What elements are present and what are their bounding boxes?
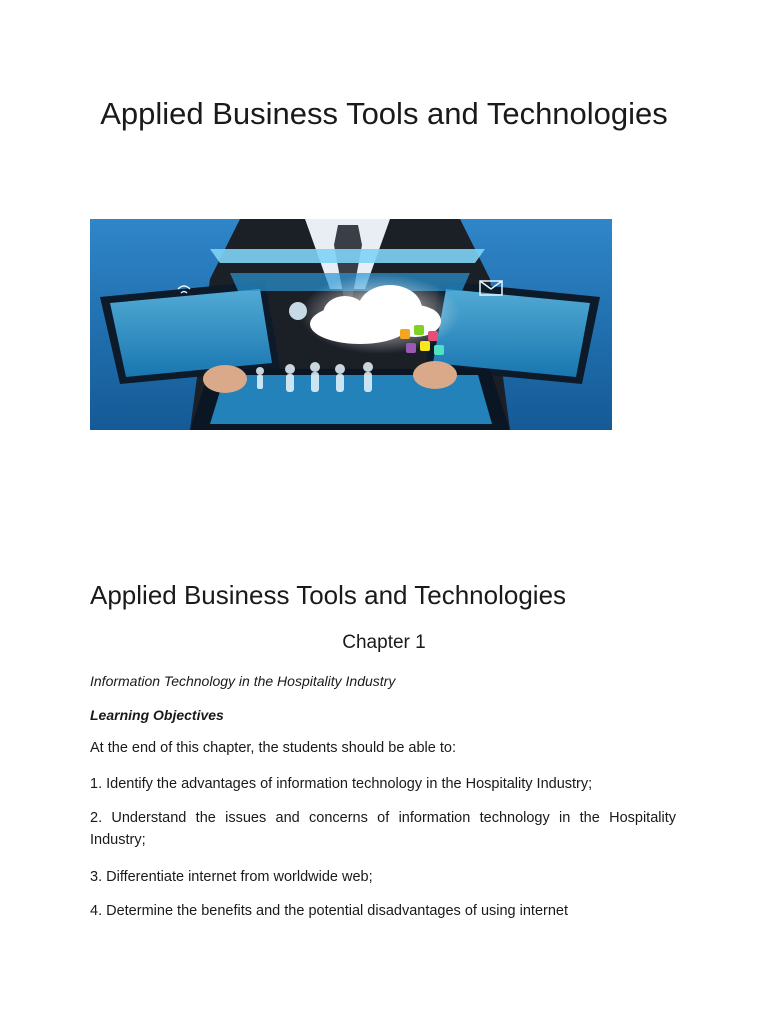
- right-hand: [413, 361, 457, 389]
- hero-illustration: [90, 219, 612, 430]
- chapter-subtitle: Information Technology in the Hospitality Industry: [90, 673, 396, 689]
- pie-icon: [289, 302, 307, 320]
- document-title: Applied Business Tools and Technologies: [100, 96, 668, 131]
- objectives-intro: At the end of this chapter, the students should be able to:: [90, 740, 456, 756]
- left-hand: [203, 365, 247, 393]
- objective-item: 2. Understand the issues and concerns of information technology in the Hospitality Industry;: [90, 810, 676, 848]
- learning-objectives-heading: Learning Objectives: [90, 707, 224, 723]
- floating-screen-top: [210, 249, 485, 263]
- objective-item: 3. Differentiate internet from worldwide web;: [90, 869, 373, 885]
- objective-item: 4. Determine the benefits and the potential disadvantages of using internet: [90, 903, 569, 919]
- hero-image: [90, 219, 612, 430]
- chapter-heading: Chapter 1: [342, 632, 426, 653]
- objective-item: 1. Identify the advantages of information technology in the Hospitality Industry;: [90, 776, 593, 792]
- section-title: Applied Business Tools and Technologies: [90, 580, 567, 610]
